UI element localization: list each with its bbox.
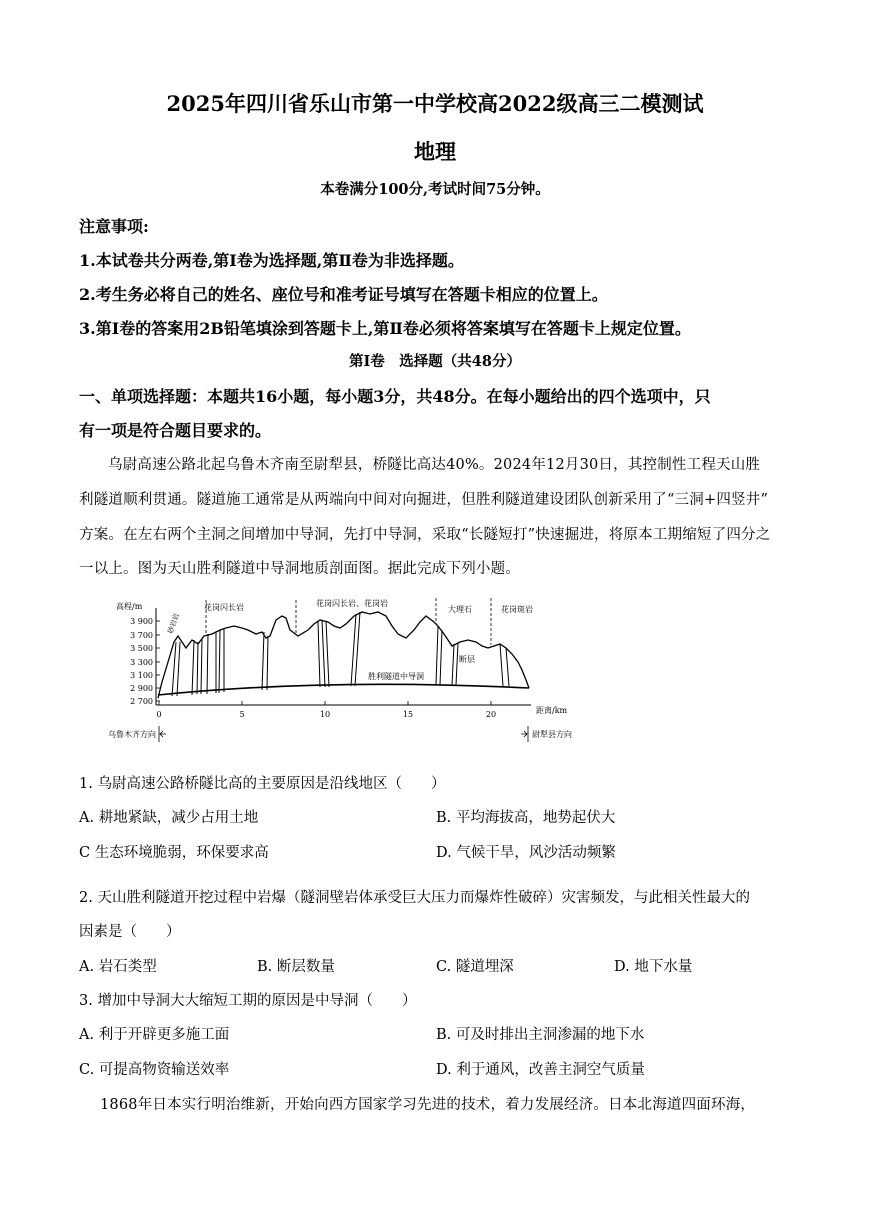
option-b: B. 断层数量 <box>257 959 335 975</box>
passage-line: 乌尉高速公路北起乌鲁木齐南至尉犁县，桥隧比高达40%。2024年12月30日，其控制性工程天山胜 <box>108 457 761 473</box>
option-b: B. 可及时排出主洞渗漏的地下水 <box>436 1027 645 1043</box>
x-tick-label: 20 <box>485 710 497 719</box>
geologic-profile-figure <box>76 590 596 750</box>
fault-label: 断层 <box>459 655 475 664</box>
passage-line: 1868年日本实行明治维新，开始向西方国家学习先进的技术，着力发展经济。日本北海道四面环海， <box>100 1097 756 1113</box>
y-tick-label: 3 900 <box>130 617 153 626</box>
x-tick-label: 0 <box>156 710 162 719</box>
rock-label: 花岗斑岩 <box>501 605 533 614</box>
option-d: D. 气候干旱，风沙活动频繁 <box>436 845 616 861</box>
question-stem: 1. 乌尉高速公路桥隧比高的主要原因是沿线地区（ ） <box>79 776 446 792</box>
option-d: D. 利于通风，改善主洞空气质量 <box>436 1062 645 1078</box>
option-a: A. 利于开辟更多施工面 <box>79 1027 230 1043</box>
notice-heading: 注意事项: <box>79 217 149 236</box>
y-tick-label: 3 700 <box>130 631 153 640</box>
x-tick-label: 10 <box>319 710 331 719</box>
question-stem: 2. 天山胜利隧道开挖过程中岩爆（隧洞壁岩体承受巨大压力而爆炸性破碎）灾害频发，与此相关性最大的 <box>79 890 750 906</box>
x-tick-label: 5 <box>239 710 245 719</box>
rock-label: 大理石 <box>448 605 472 614</box>
option-a: A. 岩石类型 <box>79 959 157 975</box>
y-tick-label: 3 100 <box>130 671 153 680</box>
left-arrow-icon <box>160 731 166 737</box>
option-b: B. 平均海拔高，地势起伏大 <box>436 810 616 826</box>
y-tick-label: 3 500 <box>130 644 153 653</box>
passage-line: 一以上。图为天山胜利隧道中导洞地质剖面图。据此完成下列小题。 <box>79 561 520 577</box>
x-tick-label: 15 <box>402 710 414 719</box>
x-axis-label: 距离/km <box>536 706 568 715</box>
passage-line: 利隧道顺利贯通。隧道施工通常是从两端向中间对向掘进，但胜利隧道建设团队创新采用了“三洞+四竖井” <box>79 492 769 508</box>
y-tick-label: 2 700 <box>130 697 153 706</box>
rock-label: 花岗闪长岩、花岗岩 <box>316 599 388 608</box>
rock-label: 花岗闪长岩 <box>204 603 244 612</box>
section-title: 第Ⅰ卷 选择题（共48分） <box>349 353 521 370</box>
question-stem: 3. 增加中导洞大大缩短工期的原因是中导洞（ ） <box>79 993 417 1009</box>
section-instruction: 一、单项选择题：本题共16小题，每小题3分，共48分。在每小题给出的四个选项中，只 <box>79 387 711 406</box>
option-c: C. 隧道埋深 <box>436 959 514 975</box>
direction-label-left: 乌鲁木齐方向 <box>108 730 156 739</box>
tunnel-label: 胜利隧道中导洞 <box>368 672 424 681</box>
y-axis-label: 高程/m <box>116 602 143 611</box>
exam-title: 2025年四川省乐山市第一中学校高2022级高三二模测试 <box>166 91 704 116</box>
option-c: C. 可提高物资输送效率 <box>79 1062 230 1078</box>
y-tick-label: 3 300 <box>130 658 153 667</box>
passage-line: 方案。在左右两个主洞之间增加中导洞，先打中导洞，采取“长隧短打”快速掘进，将原本工期缩短了四分之 <box>79 527 771 543</box>
option-d: D. 地下水量 <box>614 959 693 975</box>
y-tick-label: 2 900 <box>130 684 153 693</box>
notice-item: 2.考生务必将自己的姓名、座位号和准考证号填写在答题卡相应的位置上。 <box>79 285 608 304</box>
tunnel-line <box>158 684 529 695</box>
subject-title: 地理 <box>414 139 456 164</box>
right-arrow-icon <box>521 731 527 737</box>
option-a: A. 耕地紧缺，减少占用土地 <box>79 810 259 826</box>
section-instruction: 有一项是符合题目要求的。 <box>79 421 272 440</box>
direction-label-right: 尉犁县方向 <box>532 730 572 739</box>
exam-info: 本卷满分100分,考试时间75分钟。 <box>320 181 550 198</box>
notice-item: 3.第Ⅰ卷的答案用2B铅笔填涂到答题卡上,第Ⅱ卷必须将答案填写在答题卡上规定位置。 <box>79 319 691 338</box>
notice-item: 1.本试卷共分两卷,第Ⅰ卷为选择题,第Ⅱ卷为非选择题。 <box>79 251 464 270</box>
side-rock-label: 砂岩岩 <box>166 612 182 635</box>
question-stem: 因素是（ ） <box>79 924 181 940</box>
option-c: C 生态环境脆弱，环保要求高 <box>79 845 269 861</box>
